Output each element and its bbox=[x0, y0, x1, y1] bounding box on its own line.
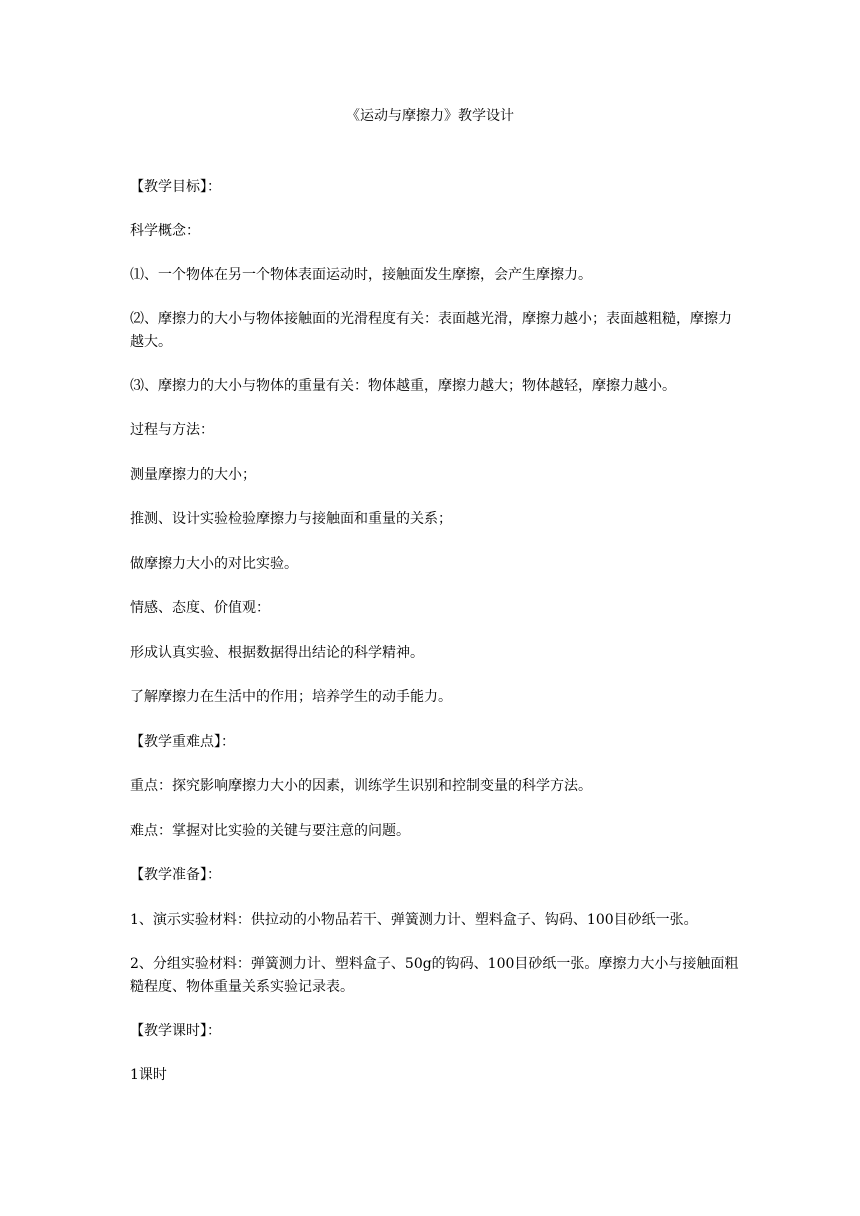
paragraph-difficult-point: 难点：掌握对比实验的关键与要注意的问题。 bbox=[130, 823, 410, 839]
subheading-science-concepts: 科学概念： bbox=[130, 223, 200, 239]
paragraph-attitude-1: 形成认真实验、根据数据得出结论的科学精神。 bbox=[130, 645, 424, 661]
paragraph-key-point: 重点：探究影响摩擦力大小的因素，训练学生识别和控制变量的科学方法。 bbox=[130, 778, 592, 794]
paragraph-method-2: 推测、设计实验检验摩擦力与接触面和重量的关系； bbox=[130, 511, 452, 527]
heading-key-difficult-points: 【教学重难点】： bbox=[130, 734, 235, 750]
subheading-attitudes-values: 情感、态度、价值观： bbox=[130, 600, 270, 616]
heading-teaching-preparation: 【教学准备】： bbox=[130, 867, 221, 883]
document-title: 《运动与摩擦力》教学设计 bbox=[346, 108, 514, 124]
heading-class-hours: 【教学课时】： bbox=[130, 1023, 221, 1039]
paragraph-group-materials: 2、分组实验材料：弹簧测力计、塑料盒子、50g的钩码、100目砂纸一张。摩擦力大小与接触面粗糙程度、物体重量关系实验记录表。 bbox=[130, 956, 739, 995]
subheading-process-methods: 过程与方法： bbox=[130, 422, 214, 438]
paragraph-demo-materials: 1、演示实验材料：供拉动的小物品若干、弹簧测力计、塑料盒子、钩码、100目砂纸一张。 bbox=[130, 912, 698, 928]
heading-teaching-objectives: 【教学目标】： bbox=[130, 179, 221, 195]
paragraph-concept-1: ⑴、一个物体在另一个物体表面运动时，接触面发生摩擦，会产生摩擦力。 bbox=[130, 267, 592, 283]
paragraph-method-3: 做摩擦力大小的对比实验。 bbox=[130, 556, 298, 572]
paragraph-method-1: 测量摩擦力的大小； bbox=[130, 467, 256, 483]
paragraph-concept-2: ⑵、摩擦力的大小与物体接触面的光滑程度有关：表面越光滑，摩擦力越小；表面越粗糙，摩擦力越大。 bbox=[130, 311, 732, 350]
paragraph-attitude-2: 了解摩擦力在生活中的作用；培养学生的动手能力。 bbox=[130, 689, 452, 705]
paragraph-concept-3: ⑶、摩擦力的大小与物体的重量有关：物体越重，摩擦力越大；物体越轻，摩擦力越小。 bbox=[130, 378, 676, 394]
paragraph-class-hours: 1课时 bbox=[130, 1067, 167, 1083]
